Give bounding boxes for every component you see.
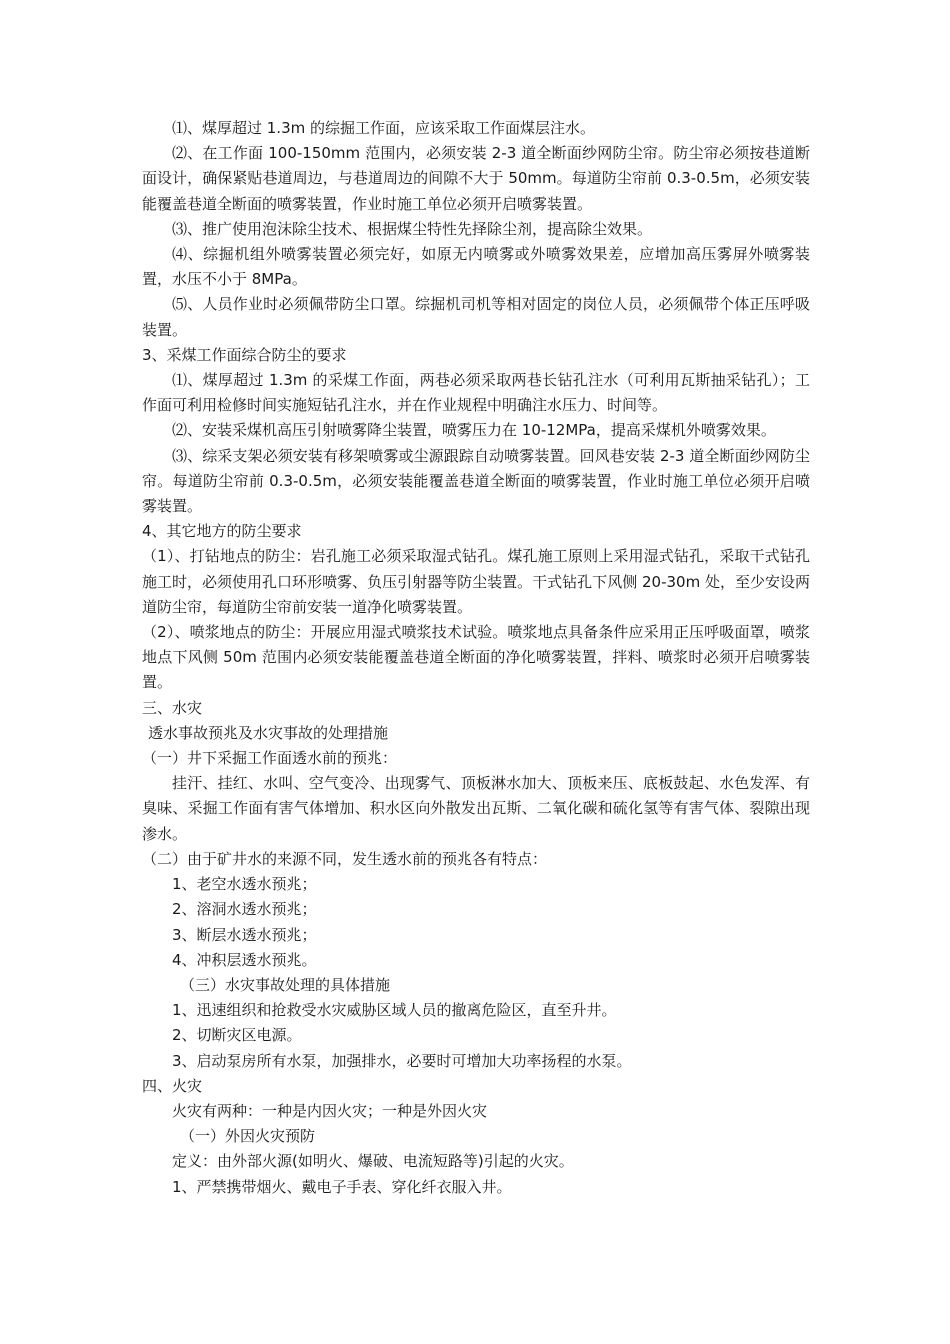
list-item: 4、冲积层透水预兆。 <box>172 950 317 969</box>
chapter-heading: 四、火灾 <box>142 1076 203 1095</box>
paragraph: ⑴、煤厚超过 1.3m 的采煤工作面，两巷必须采取两巷长钻孔注水（可利用瓦斯抽采钻孔）；工作面可利用检修时间实施短钻孔注水，并在作业规程中明确注水压力、时间等。 <box>142 371 810 415</box>
paragraph: 火灾有两种：一种是内因火灾；一种是外因火灾 <box>172 1101 488 1120</box>
list-item: 2、溶洞水透水预兆； <box>172 900 317 919</box>
paragraph: 定义：由外部火源(如明火、爆破、电流短路等)引起的火灾。 <box>172 1152 574 1171</box>
subheading: （一）井下采掘工作面透水前的预兆： <box>142 749 398 768</box>
paragraph: ⑵、安装采煤机高压引射喷雾降尘装置，喷雾压力在 10-12MPa，提高采煤机外喷雾效果。 <box>172 421 776 440</box>
subheading: （二）由于矿井水的来源不同，发生透水前的预兆各有特点： <box>142 849 548 868</box>
section-heading: 3、采煤工作面综合防尘的要求 <box>142 345 347 364</box>
paragraph: ⑷、综掘机组外喷雾装置必须完好，如原无内喷雾或外喷雾效果差，应增加高压雾屏外喷雾装置，水压不小于 8MPa。 <box>142 245 810 289</box>
list-item: 3、启动泵房所有水泵，加强排水，必要时可增加大功率扬程的水泵。 <box>172 1051 632 1070</box>
document-body <box>142 116 810 1200</box>
subheading: 透水事故预兆及水灾事故的处理措施 <box>148 723 389 742</box>
list-item: 1、迅速组织和抢救受水灾威胁区域人员的撤离危险区，直至升井。 <box>172 1001 617 1020</box>
list-item: 2、切断灾区电源。 <box>172 1026 302 1045</box>
subheading: （一）外因火灾预防 <box>180 1127 316 1146</box>
paragraph: ⑶、推广使用泡沫除尘技术、根据煤尘特性先择除尘剂，提高除尘效果。 <box>172 219 653 238</box>
paragraph: 挂汗、挂红、水叫、空气变冷、出现雾气、顶板淋水加大、顶板来压、底板鼓起、水色发浑、有臭味、采掘工作面有害气体增加、积水区向外散发出瓦斯、二氧化碳和硫化氢等有害气体、裂隙出现渗水。 <box>142 774 810 843</box>
chapter-heading: 三、水灾 <box>142 698 203 717</box>
list-item: 3、断层水透水预兆； <box>172 925 317 944</box>
paragraph: （2）、喷浆地点的防尘：开展应用湿式喷浆技术试验。喷浆地点具备条件应采用正压呼吸面罩，喷浆地点下风侧 50m 范围内必须安装能覆盖巷道全断面的净化喷雾装置，拌料、喷浆时必须开启喷雾装置。 <box>142 623 810 692</box>
paragraph: ⑸、人员作业时必须佩带防尘口罩。综掘机司机等相对固定的岗位人员，必须佩带个体正压呼吸装置。 <box>142 295 810 339</box>
list-item: 1、严禁携带烟火、戴电子手表、穿化纤衣服入井。 <box>172 1177 512 1196</box>
subheading: （三）水灾事故处理的具体措施 <box>180 975 391 994</box>
paragraph: （1）、打钻地点的防尘：岩孔施工必须采取湿式钻孔。煤孔施工原则上采用湿式钻孔，采取干式钻孔施工时，必须使用孔口环形喷雾、负压引射器等防尘装置。干式钻孔下风侧 20-30m 处，至少安设两道防尘帘，每道防尘帘前安装一道净化喷雾装置。 <box>142 547 810 616</box>
paragraph: ⑴、煤厚超过 1.3m 的综掘工作面，应该采取工作面煤层注水。 <box>172 119 596 137</box>
list-item: 1、老空水透水预兆； <box>172 875 317 894</box>
section-heading: 4、其它地方的防尘要求 <box>142 522 302 541</box>
paragraph: ⑵、在工作面 100-150mm 范围内，必须安装 2-3 道全断面纱网防尘帘。防尘帘必须按巷道断面设计，确保紧贴巷道周边，与巷道周边的间隙不大于 50mm。每道防尘帘前 0.3-0.5m，必须安装能覆盖巷道全断面的喷雾装置，作业时施工单位必须开启喷雾装置。 <box>142 144 810 213</box>
paragraph: ⑶、综采支架必须安装有移架喷雾或尘源跟踪自动喷雾装置。回风巷安装 2-3 道全断面纱网防尘帘。每道防尘帘前 0.3-0.5m，必须安装能覆盖巷道全断面的喷雾装置，作业时施工单位必须开启喷雾装置。 <box>142 446 810 516</box>
